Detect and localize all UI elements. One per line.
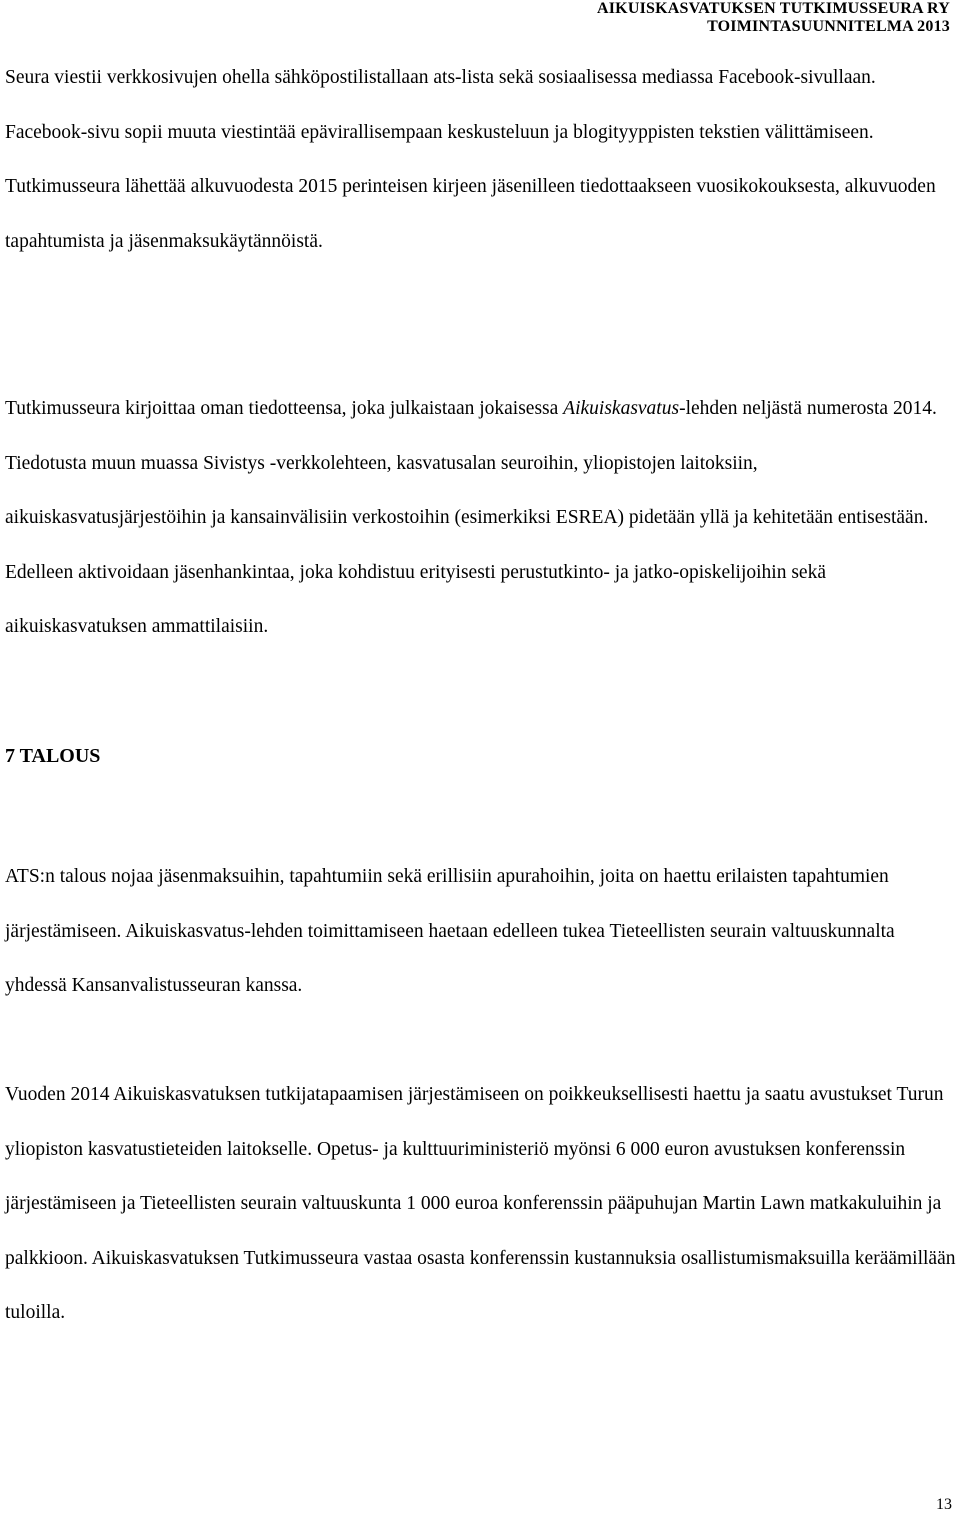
document-header xyxy=(597,0,950,36)
page-number: 13 xyxy=(936,1496,952,1513)
paragraph-finances: ATS:n talous nojaa jäsenmaksuihin, tapahtumiin sekä erillisiin apurahoihin, joita on haettu erilaisten tapahtumien järjestämiseen. Aikuiskasvatus-lehden toimittamiseen haetaan edelleen tukea Tieteellisten seurain valtuuskunnalta yhdessä Kansanvalistusseuran kanssa. xyxy=(5,866,895,996)
paragraph-newsletter-start: Tutkimusseura kirjoittaa oman tiedotteensa, joka julkaistaan jokaisessa xyxy=(5,398,564,419)
paragraph-communication: Seura viestii verkkosivujen ohella sähköpostilistallaan ats-lista sekä sosiaalisessa mediassa Facebook-sivullaan. Facebook-sivu sopii muuta viestintää epävirallisempaan keskusteluun ja blogityyppisten tekstien välittämiseen. Tutkimusseura lähettää alkuvuodesta 2015 perinteisen kirjeen jäsenilleen tiedottaakseen vuosikokouksesta, alkuvuoden tapahtumista ja jäsenmaksukäytännöistä. xyxy=(5,67,936,252)
paragraph-newsletter-rest: -lehden neljästä numerosta 2014. Tiedotusta muun muassa Sivistys -verkkolehteen, kasvatusalan seuroihin, yliopistojen laitoksiin, aikuiskasvatusjärjestöihin ja kansainvälisiin verkostoihin (esimerkiksi ESREA) pidetään yllä ja kehitetään entisestään. Edelleen aktivoidaan jäsenhankintaa, joka kohdistuu erityisesti perustutkinto- ja jatko-opiskelijoihin sekä aikuiskasvatuksen ammattilaisiin. xyxy=(5,398,937,637)
paragraph-newsletter xyxy=(5,382,957,655)
section-heading-talous: 7 TALOUS xyxy=(5,745,101,767)
paragraph-grants: Vuoden 2014 Aikuiskasvatuksen tutkijatapaamisen järjestämiseen on poikkeuksellisesti haettu ja saatu avustukset Turun yliopiston kasvatustieteiden laitokselle. Opetus- ja kulttuuriministeriö myönsi 6 000 euron avustuksen konferenssin järjestämiseen ja Tieteellisten seurain valtuuskunta 1 000 euroa konferenssin pääpuhujan Martin Lawn matkakuluihin ja palkkioon. Aikuiskasvatuksen Tutkimusseura vastaa osasta konferenssin kustannuksia osallistumismaksuilla keräämillään tuloilla. xyxy=(5,1084,956,1323)
header-organization: AIKUISKASVATUKSEN TUTKIMUSSEURA RY xyxy=(597,0,950,17)
journal-name: Aikuiskasvatus xyxy=(563,398,680,419)
header-document-title: TOIMINTASUUNNITELMA 2013 xyxy=(707,18,950,35)
